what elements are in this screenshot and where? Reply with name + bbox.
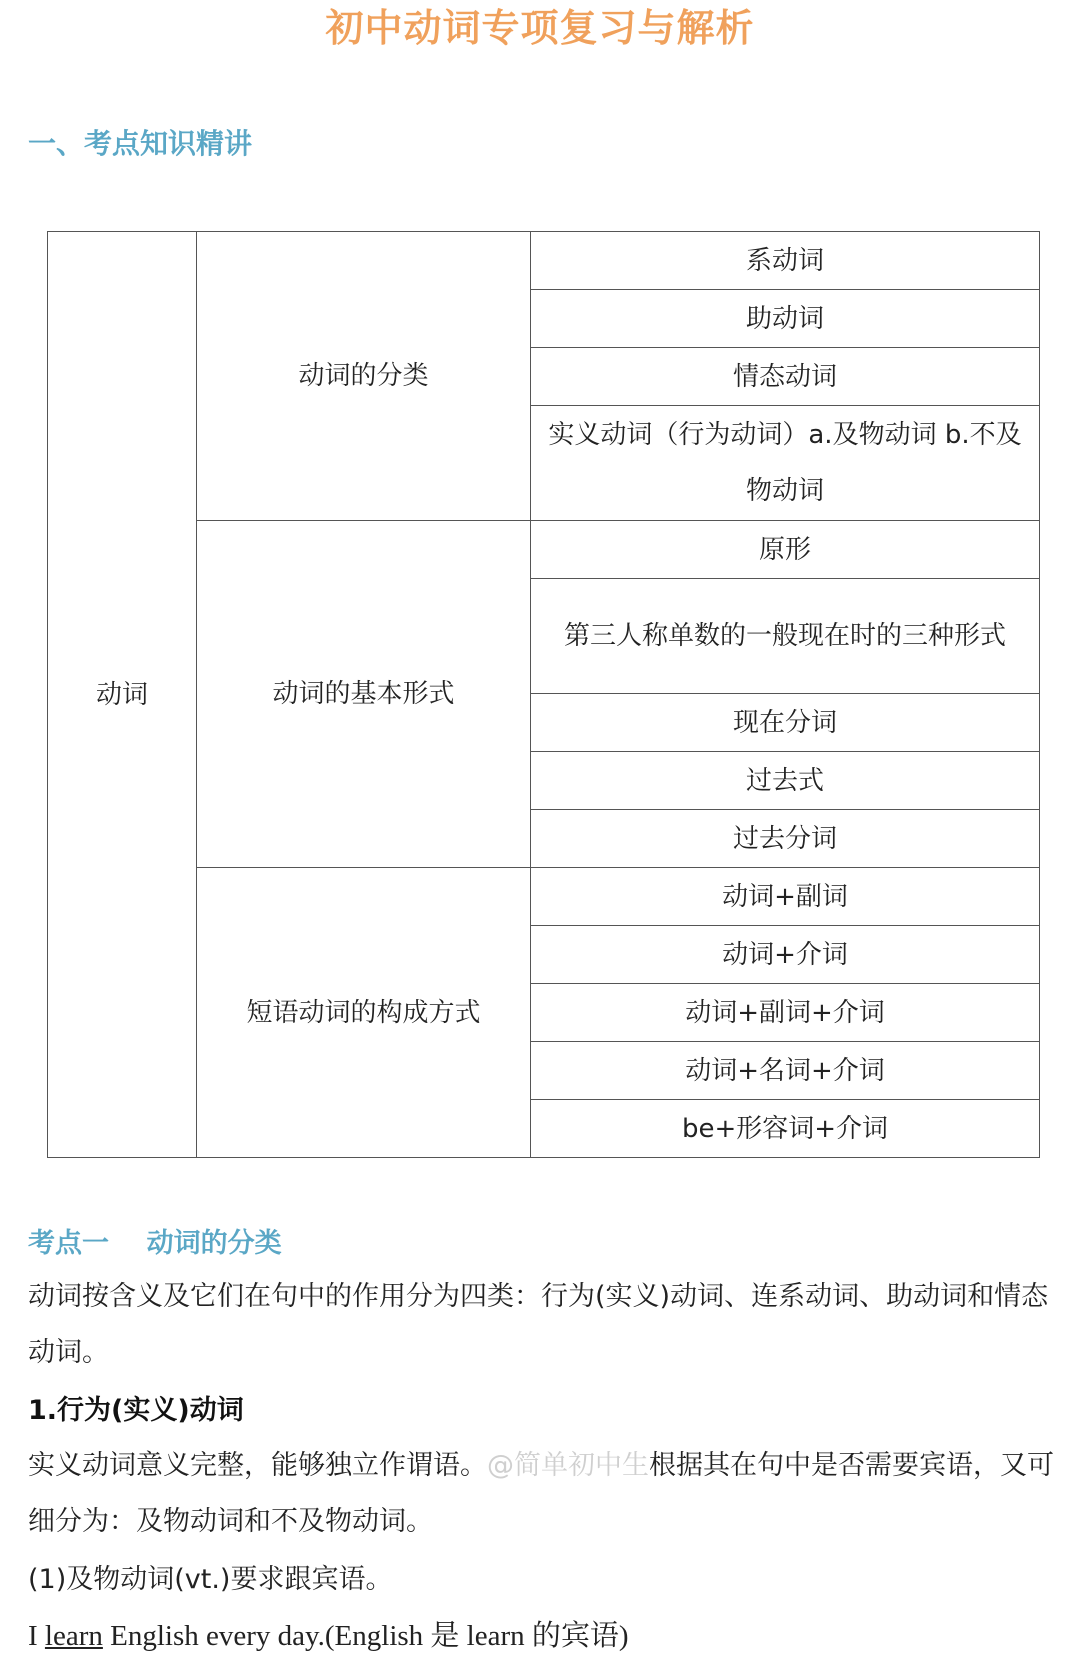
table-root-cell: 动词 bbox=[48, 232, 197, 1158]
category-cell-forms: 动词的基本形式 bbox=[197, 521, 531, 868]
table-row bbox=[48, 232, 1040, 290]
document-title: 初中动词专项复习与解析 bbox=[325, 6, 755, 50]
table-cell: 过去分词 bbox=[531, 810, 1040, 868]
point-heading: 考点一 动词的分类 bbox=[28, 1228, 282, 1259]
table-cell: be+形容词+介词 bbox=[531, 1100, 1040, 1158]
example-text-end: English every day.(English 是 learn 的宾语) bbox=[102, 1620, 629, 1652]
definition-text-start: 实义动词意义完整，能够独立作谓语。 bbox=[28, 1450, 487, 1481]
table-cell: 动词+副词 bbox=[531, 868, 1040, 926]
watermark-text: @简单初中生 bbox=[487, 1450, 649, 1481]
example-sentence bbox=[28, 1608, 629, 1664]
section-heading: 一、考点知识精讲 bbox=[28, 127, 253, 160]
example-text-start: I bbox=[28, 1620, 45, 1652]
table-cell: 动词+介词 bbox=[531, 926, 1040, 984]
table-cell: 助动词 bbox=[531, 290, 1040, 348]
definition-text-end: 根据其在句中是否需要宾语，又可细分为：及物动词和不及物动词。 bbox=[28, 1450, 1054, 1537]
table-row bbox=[48, 868, 1040, 926]
table-cell: 过去式 bbox=[531, 752, 1040, 810]
vt-rule-line: (1)及物动词(vt.)要求跟宾语。 bbox=[28, 1564, 393, 1595]
table-cell: 系动词 bbox=[531, 232, 1040, 290]
table-cell: 第三人称单数的一般现在时的三种形式 bbox=[531, 579, 1040, 694]
definition-paragraph bbox=[28, 1438, 1058, 1550]
table-cell: 原形 bbox=[531, 521, 1040, 579]
table-cell: 实义动词（行为动词）a.及物动词 b.不及物动词 bbox=[531, 406, 1040, 521]
subsection-title: 1.行为(实义)动词 bbox=[28, 1395, 244, 1426]
table-cell: 动词+副词+介词 bbox=[531, 984, 1040, 1042]
table-cell: 情态动词 bbox=[531, 348, 1040, 406]
table-cell: 动词+名词+介词 bbox=[531, 1042, 1040, 1100]
category-cell-classification: 动词的分类 bbox=[197, 232, 531, 521]
underlined-verb: learn bbox=[44, 1620, 103, 1652]
verb-overview-table bbox=[47, 231, 1040, 1158]
table-cell: 现在分词 bbox=[531, 694, 1040, 752]
table-row bbox=[48, 521, 1040, 579]
category-cell-phrasal: 短语动词的构成方式 bbox=[197, 868, 531, 1158]
intro-paragraph: 动词按含义及它们在句中的作用分为四类：行为(实义)动词、连系动词、助动词和情态动词。 bbox=[28, 1281, 1049, 1368]
